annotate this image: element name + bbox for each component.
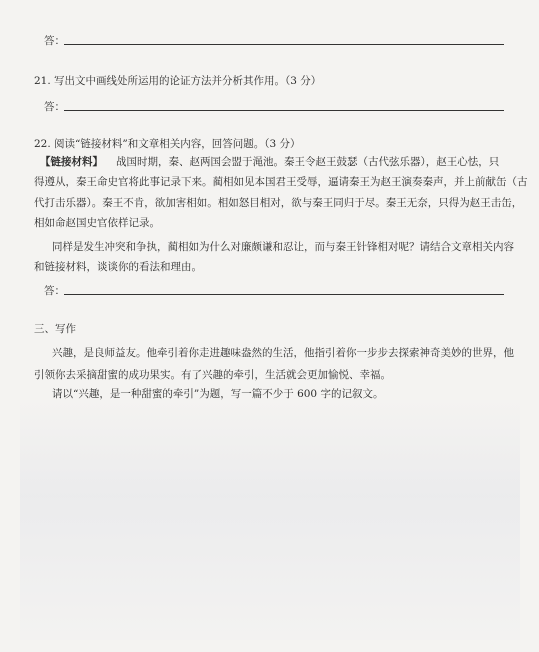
answer-line-top bbox=[64, 44, 504, 45]
writing-prompt-line-2: 引领你去采摘甜蜜的成功果实。有了兴趣的牵引，生活就会更加愉悦、幸福。 bbox=[34, 369, 391, 381]
writing-prompt-line-1: 兴趣，是良师益友。他牵引着你走进趣味盎然的生活，他指引着你一步步去探索神奇美妙的世界，他 bbox=[52, 347, 514, 359]
material-line-4: 相如命赵国史官依样记录。 bbox=[34, 217, 160, 229]
q22-question-line-2: 和链接材料，谈谈你的看法和理由。 bbox=[34, 261, 202, 273]
q22-question-line-1: 同样是发生冲突和争执，蔺相如为什么对廉颇谦和忍让，而与秦王针锋相对呢？请结合文章相关内容 bbox=[52, 241, 514, 253]
question-21: 21. 写出文中画线处所运用的论证方法并分析其作用。（3 分） bbox=[34, 75, 322, 87]
q22-answer-line bbox=[64, 294, 504, 295]
q21-answer-label: 答： bbox=[44, 101, 65, 113]
material-line-1: 战国时期，秦、赵两国会盟于渑池。秦王令赵王鼓瑟（古代弦乐器），赵王心怯，只 bbox=[116, 156, 500, 168]
q21-answer-line bbox=[64, 110, 504, 111]
material-line-2: 得遵从，秦王命史官将此事记录下来。蔺相如见本国君王受辱，逼请秦王为赵王演奏秦声，并上前献缶（古 bbox=[34, 176, 528, 188]
writing-heading: 三、写作 bbox=[34, 323, 76, 335]
q22-answer-label: 答： bbox=[44, 285, 65, 297]
question-22: 22. 阅读“链接材料”和文章相关内容，回答问题。（3 分） bbox=[34, 138, 301, 150]
scan-shading bbox=[20, 400, 520, 640]
material-line-3: 代打击乐器）。秦王不肯，欲加害相如。相如怒目相对，欲与秦王同归于尽。秦王无奈，只得为赵王击缶， bbox=[34, 197, 523, 209]
material-tag: 【链接材料】 bbox=[40, 156, 103, 168]
answer-label-top: 答： bbox=[44, 35, 65, 47]
writing-prompt-line-3: 请以“兴趣，是一种甜蜜的牵引”为题，写一篇不少于 600 字的记叙文。 bbox=[52, 388, 384, 400]
